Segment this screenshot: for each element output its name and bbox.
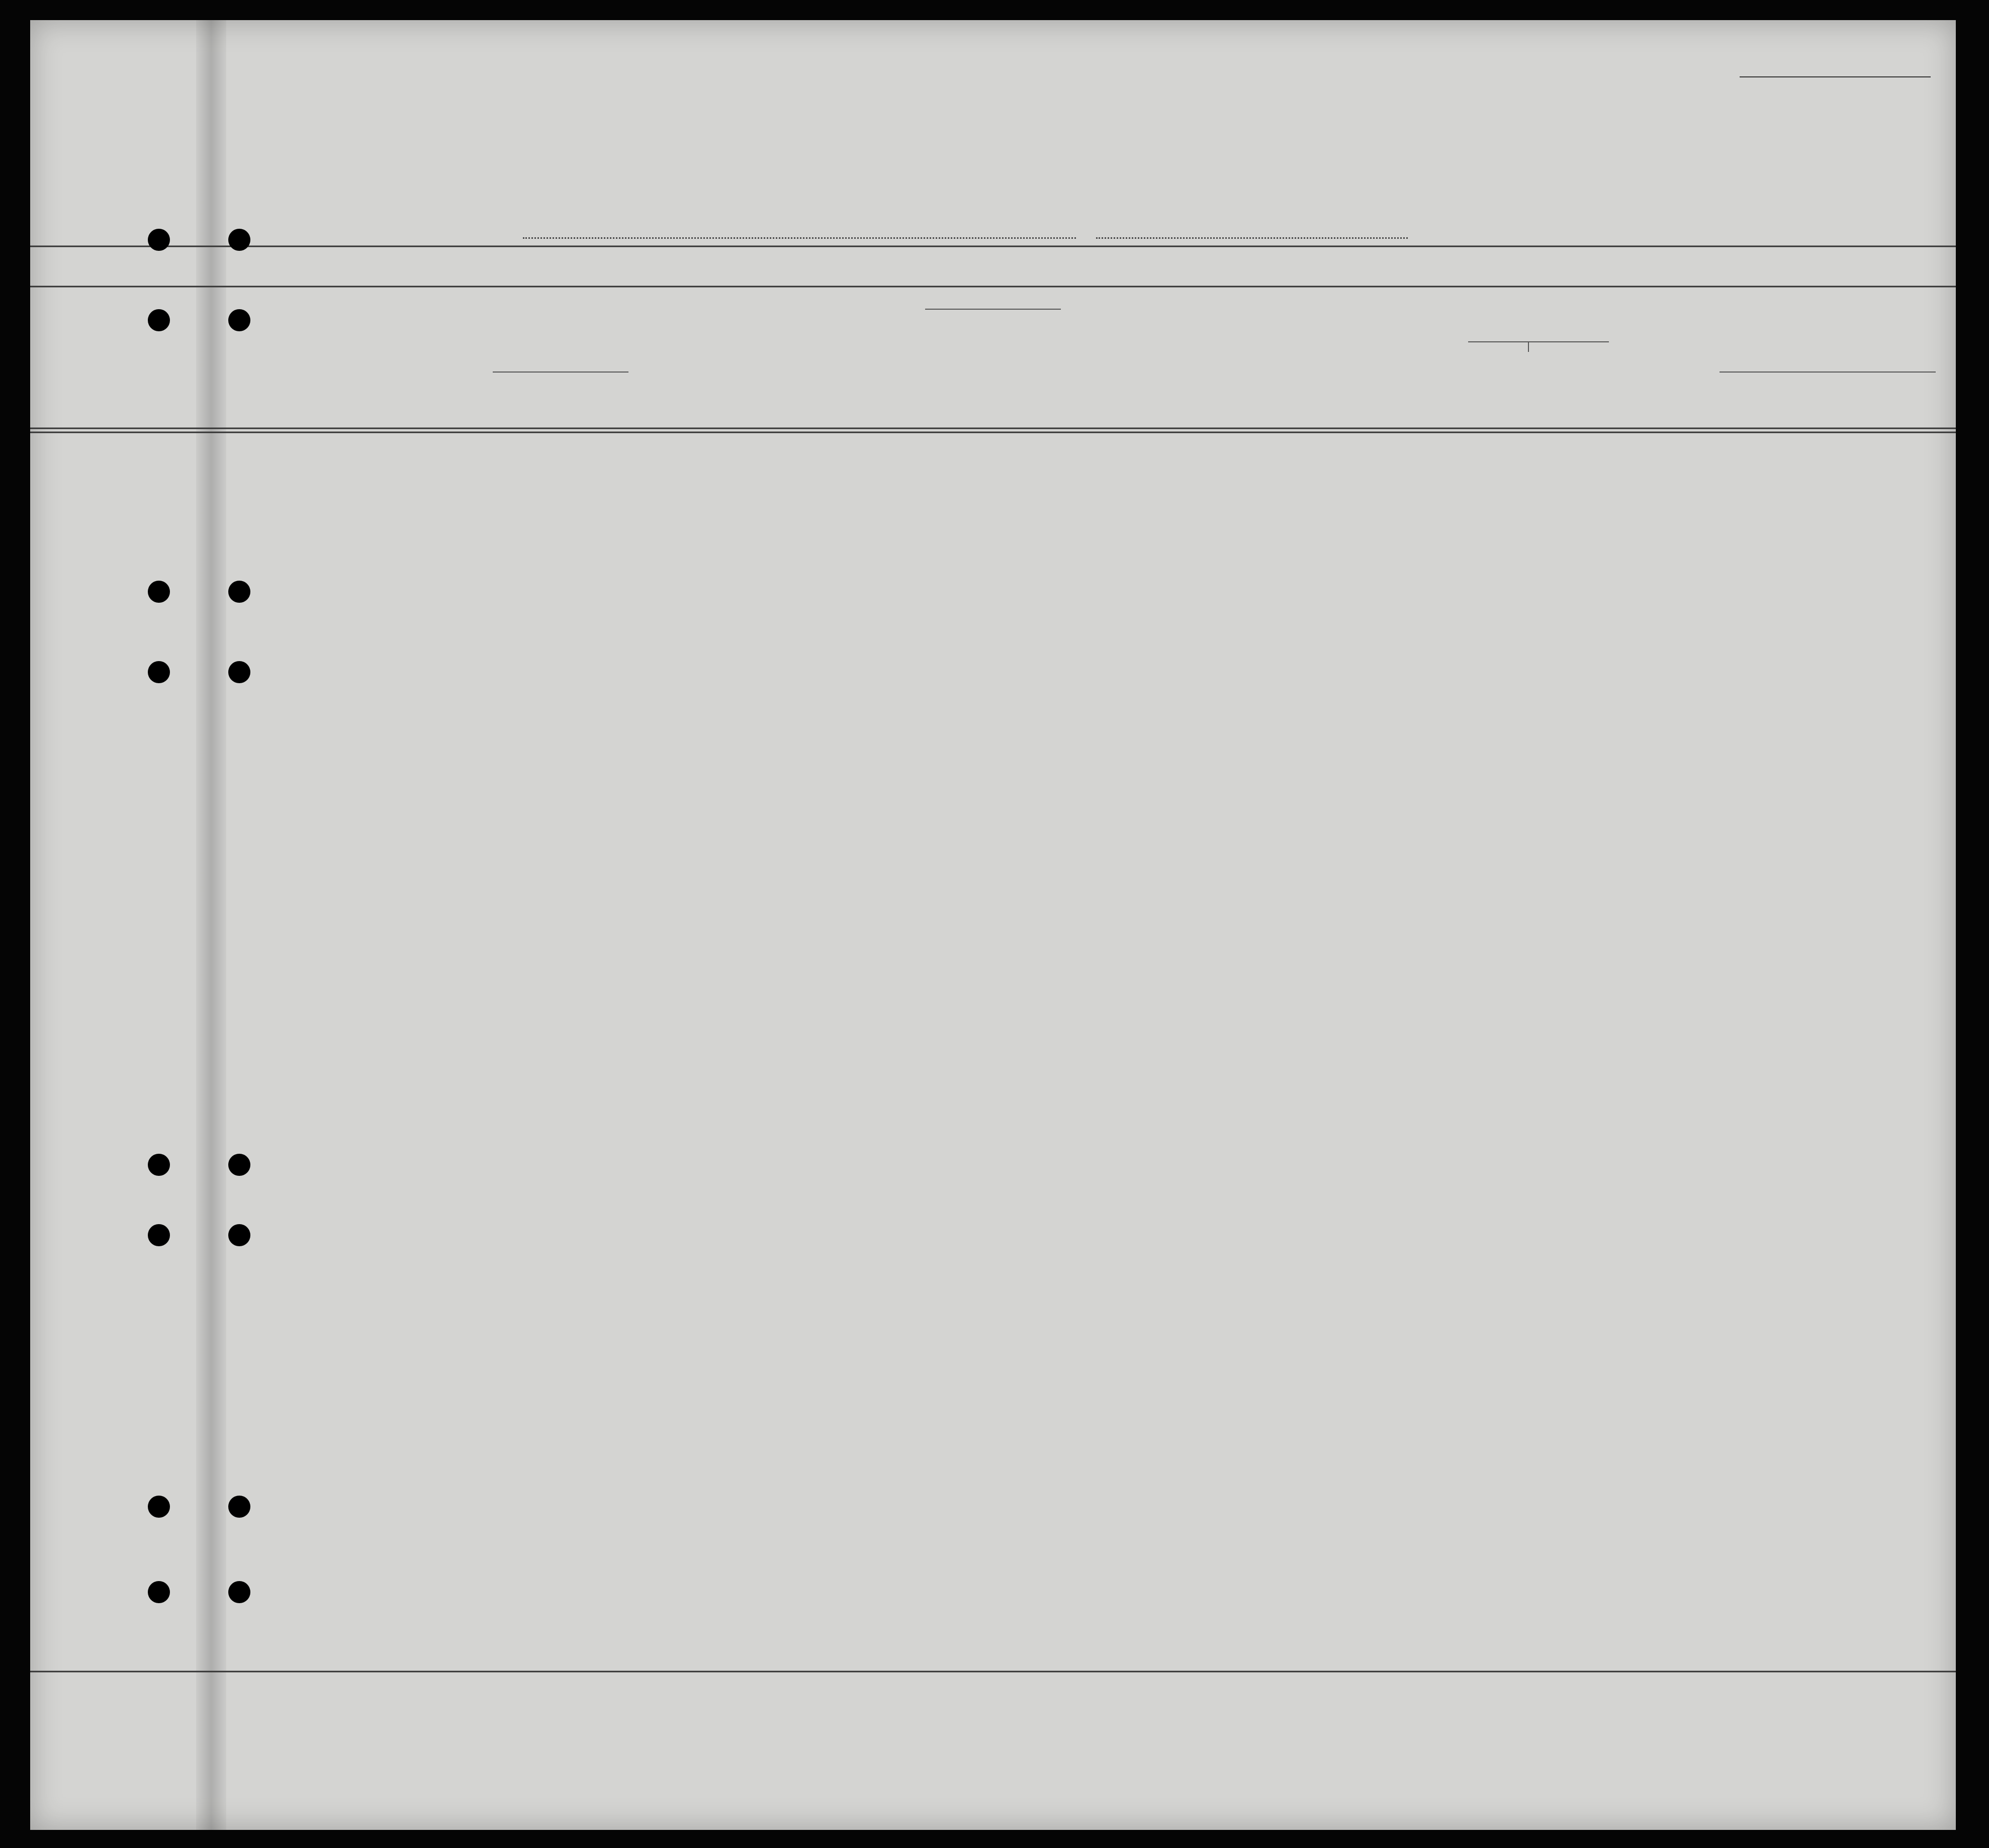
punch-hole — [228, 1154, 250, 1176]
punch-hole — [148, 1496, 170, 1518]
punch-hole — [228, 229, 250, 251]
punch-hole — [148, 1154, 170, 1176]
punch-hole — [148, 1224, 170, 1246]
list-number-line — [1740, 76, 1931, 77]
ruled-grid — [30, 20, 1956, 1830]
punch-hole — [148, 581, 170, 603]
punch-hole — [228, 661, 250, 683]
date-line — [1096, 237, 1408, 239]
punch-hole — [148, 309, 170, 331]
punch-hole — [148, 661, 170, 683]
punch-hole — [148, 1581, 170, 1603]
punch-hole — [148, 229, 170, 251]
port-line — [523, 237, 1076, 239]
punch-hole — [228, 1581, 250, 1603]
punch-hole — [228, 309, 250, 331]
punch-hole — [228, 581, 250, 603]
punch-hole — [228, 1224, 250, 1246]
punch-hole — [228, 1496, 250, 1518]
manifest-sheet — [30, 20, 1956, 1830]
